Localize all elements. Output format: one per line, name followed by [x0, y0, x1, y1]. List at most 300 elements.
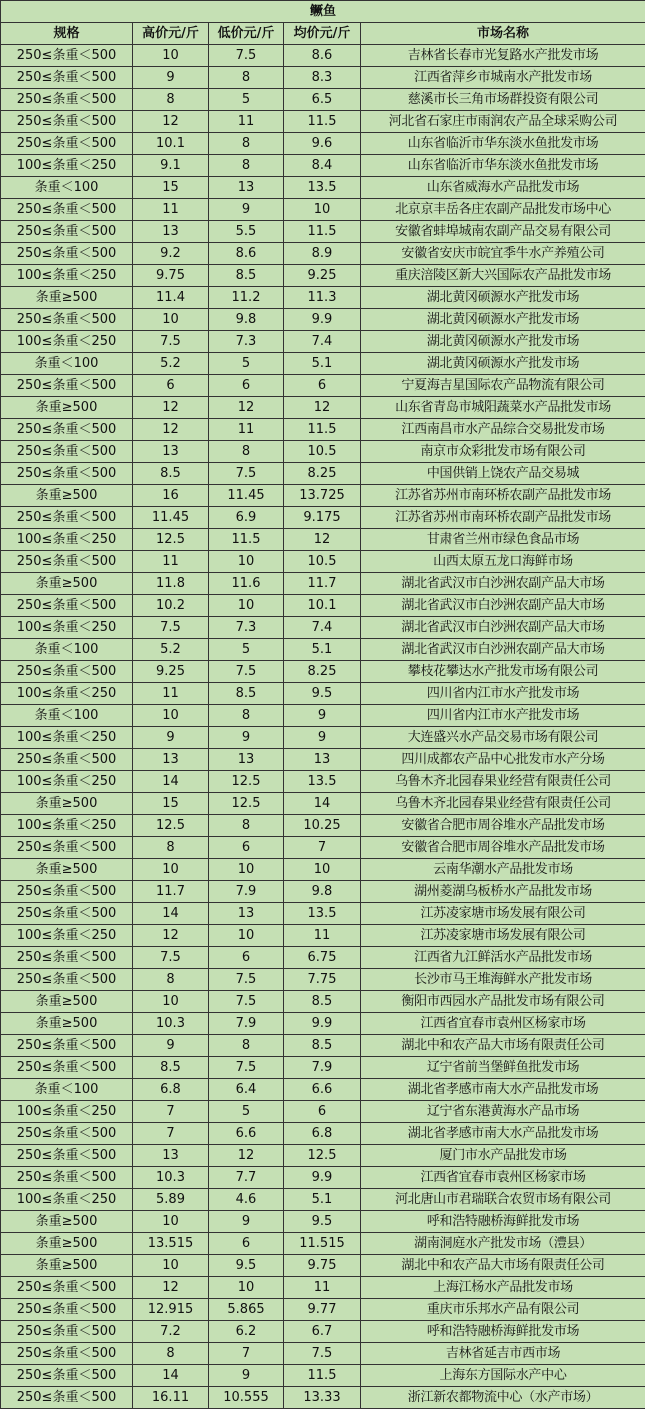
low-price-cell: 12 [209, 1145, 284, 1167]
spec-cell: 条重≥500 [1, 1013, 133, 1035]
high-price-cell: 7.5 [133, 331, 209, 353]
market-cell: 江西省宜春市袁州区杨家市场 [361, 1167, 645, 1189]
table-row [1, 859, 645, 881]
market-cell: 重庆市乐邦水产品有限公司 [361, 1299, 645, 1321]
avg-price-cell: 10.1 [284, 595, 361, 617]
low-price-cell: 9.8 [209, 309, 284, 331]
market-cell: 河北唐山市君瑞联合农贸市场有限公司 [361, 1189, 645, 1211]
high-price-cell: 6 [133, 375, 209, 397]
avg-price-cell: 10.5 [284, 441, 361, 463]
table-row [1, 375, 645, 397]
table-row [1, 243, 645, 265]
high-price-cell: 11 [133, 551, 209, 573]
low-price-cell: 6 [209, 375, 284, 397]
market-cell: 四川成都农产品中心批发市水产分场 [361, 749, 645, 771]
avg-price-cell: 6 [284, 375, 361, 397]
column-header-low-price: 低价元/斤 [209, 23, 284, 45]
high-price-cell: 9 [133, 67, 209, 89]
spec-cell: 条重＜100 [1, 639, 133, 661]
table-row [1, 573, 645, 595]
table-row [1, 155, 645, 177]
avg-price-cell: 10 [284, 859, 361, 881]
low-price-cell: 8.5 [209, 683, 284, 705]
market-cell: 长沙市马王堆海鲜水产批发市场 [361, 969, 645, 991]
spec-cell: 250≤条重＜500 [1, 221, 133, 243]
high-price-cell: 8 [133, 89, 209, 111]
avg-price-cell: 9.5 [284, 683, 361, 705]
table-row [1, 309, 645, 331]
table-row [1, 1145, 645, 1167]
spec-cell: 250≤条重＜500 [1, 89, 133, 111]
market-cell: 攀枝花攀达水产批发市场有限公司 [361, 661, 645, 683]
table-row [1, 705, 645, 727]
spec-cell: 250≤条重＜500 [1, 133, 133, 155]
spec-cell: 100≤条重＜250 [1, 1189, 133, 1211]
table-row [1, 749, 645, 771]
table-row [1, 1233, 645, 1255]
avg-price-cell: 9.25 [284, 265, 361, 287]
high-price-cell: 11.8 [133, 573, 209, 595]
table-row [1, 727, 645, 749]
avg-price-cell: 11.5 [284, 111, 361, 133]
table-row [1, 199, 645, 221]
column-header-high-price: 高价元/斤 [133, 23, 209, 45]
table-row [1, 507, 645, 529]
spec-cell: 250≤条重＜500 [1, 1123, 133, 1145]
avg-price-cell: 6.75 [284, 947, 361, 969]
avg-price-cell: 9.77 [284, 1299, 361, 1321]
high-price-cell: 12.5 [133, 815, 209, 837]
table-row [1, 331, 645, 353]
low-price-cell: 9 [209, 727, 284, 749]
avg-price-cell: 7.5 [284, 1343, 361, 1365]
market-cell: 四川省内江市水产批发市场 [361, 705, 645, 727]
low-price-cell: 6.4 [209, 1079, 284, 1101]
high-price-cell: 15 [133, 793, 209, 815]
market-cell: 安徽省合肥市周谷堆水产品批发市场 [361, 815, 645, 837]
market-cell: 吉林省长春市光复路水产批发市场 [361, 45, 645, 67]
market-cell: 辽宁省前当堡鲜鱼批发市场 [361, 1057, 645, 1079]
column-header-market: 市场名称 [361, 23, 645, 45]
spec-cell: 条重＜100 [1, 705, 133, 727]
market-cell: 甘肃省兰州市绿色食品市场 [361, 529, 645, 551]
high-price-cell: 8.5 [133, 1057, 209, 1079]
avg-price-cell: 8.5 [284, 1035, 361, 1057]
table-row [1, 793, 645, 815]
table-row [1, 485, 645, 507]
market-cell: 乌鲁木齐北园春果业经营有限责任公司 [361, 771, 645, 793]
low-price-cell: 10 [209, 925, 284, 947]
market-cell: 湖北中和农产品大市场有限责任公司 [361, 1255, 645, 1277]
low-price-cell: 5 [209, 1101, 284, 1123]
market-cell: 大连盛兴水产品交易市场有限公司 [361, 727, 645, 749]
spec-cell: 250≤条重＜500 [1, 661, 133, 683]
market-cell: 湖州菱湖乌板桥水产品批发市场 [361, 881, 645, 903]
high-price-cell: 10 [133, 1211, 209, 1233]
high-price-cell: 7 [133, 1123, 209, 1145]
market-cell: 江西省萍乡市城南水产批发市场 [361, 67, 645, 89]
high-price-cell: 10.3 [133, 1013, 209, 1035]
avg-price-cell: 13.5 [284, 177, 361, 199]
low-price-cell: 10 [209, 551, 284, 573]
title-row [1, 1, 645, 23]
table-row [1, 441, 645, 463]
low-price-cell: 6.9 [209, 507, 284, 529]
avg-price-cell: 11 [284, 1277, 361, 1299]
high-price-cell: 10 [133, 705, 209, 727]
spec-cell: 250≤条重＜500 [1, 1299, 133, 1321]
table-row [1, 1189, 645, 1211]
high-price-cell: 9.25 [133, 661, 209, 683]
table-row [1, 815, 645, 837]
low-price-cell: 7.5 [209, 991, 284, 1013]
table-row [1, 991, 645, 1013]
avg-price-cell: 5.1 [284, 639, 361, 661]
avg-price-cell: 8.25 [284, 661, 361, 683]
spec-cell: 250≤条重＜500 [1, 45, 133, 67]
high-price-cell: 8 [133, 1343, 209, 1365]
avg-price-cell: 6.8 [284, 1123, 361, 1145]
high-price-cell: 15 [133, 177, 209, 199]
high-price-cell: 13.515 [133, 1233, 209, 1255]
market-cell: 湖北中和农产品大市场有限责任公司 [361, 1035, 645, 1057]
market-cell: 江西省宜春市袁州区杨家市场 [361, 1013, 645, 1035]
table-row [1, 881, 645, 903]
low-price-cell: 8.5 [209, 265, 284, 287]
table-row [1, 1255, 645, 1277]
market-cell: 江苏凌家塘市场发展有限公司 [361, 925, 645, 947]
spec-cell: 250≤条重＜500 [1, 947, 133, 969]
low-price-cell: 7.3 [209, 617, 284, 639]
low-price-cell: 13 [209, 177, 284, 199]
low-price-cell: 11.6 [209, 573, 284, 595]
spec-cell: 条重≥500 [1, 859, 133, 881]
avg-price-cell: 6.6 [284, 1079, 361, 1101]
market-cell: 安徽省安庆市皖宜季牛水产养殖公司 [361, 243, 645, 265]
low-price-cell: 10.555 [209, 1387, 284, 1409]
spec-cell: 100≤条重＜250 [1, 331, 133, 353]
high-price-cell: 13 [133, 221, 209, 243]
market-cell: 重庆涪陵区新大兴国际农产品批发市场 [361, 265, 645, 287]
spec-cell: 条重≥500 [1, 1233, 133, 1255]
market-cell: 江西省九江鲜活水产品批发市场 [361, 947, 645, 969]
market-cell: 中国供销上饶农产品交易城 [361, 463, 645, 485]
table-row [1, 353, 645, 375]
low-price-cell: 11.5 [209, 529, 284, 551]
market-cell: 云南华潮水产品批发市场 [361, 859, 645, 881]
low-price-cell: 6.2 [209, 1321, 284, 1343]
spec-cell: 条重≥500 [1, 287, 133, 309]
high-price-cell: 12 [133, 111, 209, 133]
market-cell: 江西南昌市水产品综合交易批发市场 [361, 419, 645, 441]
table-row [1, 1211, 645, 1233]
table-row [1, 683, 645, 705]
avg-price-cell: 10.5 [284, 551, 361, 573]
low-price-cell: 6 [209, 947, 284, 969]
avg-price-cell: 9.5 [284, 1211, 361, 1233]
high-price-cell: 10 [133, 859, 209, 881]
high-price-cell: 8 [133, 837, 209, 859]
avg-price-cell: 14 [284, 793, 361, 815]
spec-cell: 250≤条重＜500 [1, 1277, 133, 1299]
avg-price-cell: 8.6 [284, 45, 361, 67]
low-price-cell: 7.5 [209, 463, 284, 485]
spec-cell: 100≤条重＜250 [1, 683, 133, 705]
spec-cell: 条重＜100 [1, 177, 133, 199]
high-price-cell: 10.2 [133, 595, 209, 617]
table-row [1, 265, 645, 287]
market-cell: 湖南洞庭水产批发市场（澧县） [361, 1233, 645, 1255]
spec-cell: 条重≥500 [1, 573, 133, 595]
table-row [1, 639, 645, 661]
market-cell: 吉林省延吉市西市场 [361, 1343, 645, 1365]
market-cell: 呼和浩特融桥海鲜批发市场 [361, 1321, 645, 1343]
market-cell: 湖北省孝感市南大水产品批发市场 [361, 1123, 645, 1145]
table-row [1, 925, 645, 947]
low-price-cell: 8 [209, 705, 284, 727]
low-price-cell: 7.7 [209, 1167, 284, 1189]
avg-price-cell: 9.8 [284, 881, 361, 903]
high-price-cell: 5.2 [133, 353, 209, 375]
spec-cell: 100≤条重＜250 [1, 155, 133, 177]
avg-price-cell: 13.5 [284, 903, 361, 925]
table-row [1, 287, 645, 309]
table-row [1, 617, 645, 639]
high-price-cell: 14 [133, 771, 209, 793]
high-price-cell: 13 [133, 1145, 209, 1167]
low-price-cell: 11.2 [209, 287, 284, 309]
high-price-cell: 9.2 [133, 243, 209, 265]
high-price-cell: 11.7 [133, 881, 209, 903]
low-price-cell: 8 [209, 67, 284, 89]
avg-price-cell: 8.25 [284, 463, 361, 485]
avg-price-cell: 9.9 [284, 309, 361, 331]
low-price-cell: 7.5 [209, 45, 284, 67]
high-price-cell: 16 [133, 485, 209, 507]
table-body [1, 45, 645, 1409]
market-cell: 湖北黄冈硕源水产批发市场 [361, 331, 645, 353]
market-cell: 江苏凌家塘市场发展有限公司 [361, 903, 645, 925]
spec-cell: 条重≥500 [1, 793, 133, 815]
avg-price-cell: 8.5 [284, 991, 361, 1013]
spec-cell: 250≤条重＜500 [1, 67, 133, 89]
spec-cell: 100≤条重＜250 [1, 1101, 133, 1123]
market-cell: 乌鲁木齐北园春果业经营有限责任公司 [361, 793, 645, 815]
avg-price-cell: 9.75 [284, 1255, 361, 1277]
avg-price-cell: 8.4 [284, 155, 361, 177]
low-price-cell: 8.6 [209, 243, 284, 265]
spec-cell: 250≤条重＜500 [1, 969, 133, 991]
table-row [1, 221, 645, 243]
column-header-spec: 规格 [1, 23, 133, 45]
spec-cell: 250≤条重＜500 [1, 1343, 133, 1365]
low-price-cell: 5.865 [209, 1299, 284, 1321]
spec-cell: 250≤条重＜500 [1, 1387, 133, 1409]
low-price-cell: 7.9 [209, 1013, 284, 1035]
low-price-cell: 9 [209, 1211, 284, 1233]
table-row [1, 837, 645, 859]
spec-cell: 条重＜100 [1, 1079, 133, 1101]
spec-cell: 250≤条重＜500 [1, 1145, 133, 1167]
market-cell: 湖北黄冈硕源水产批发市场 [361, 287, 645, 309]
avg-price-cell: 13.33 [284, 1387, 361, 1409]
high-price-cell: 14 [133, 1365, 209, 1387]
spec-cell: 100≤条重＜250 [1, 265, 133, 287]
high-price-cell: 11.45 [133, 507, 209, 529]
high-price-cell: 7 [133, 1101, 209, 1123]
spec-cell: 250≤条重＜500 [1, 463, 133, 485]
market-cell: 浙江新农都物流中心（水产市场） [361, 1387, 645, 1409]
spec-cell: 100≤条重＜250 [1, 529, 133, 551]
table-row [1, 1057, 645, 1079]
low-price-cell: 12.5 [209, 793, 284, 815]
high-price-cell: 7.2 [133, 1321, 209, 1343]
high-price-cell: 11 [133, 683, 209, 705]
high-price-cell: 5.2 [133, 639, 209, 661]
avg-price-cell: 6.7 [284, 1321, 361, 1343]
table-row [1, 463, 645, 485]
low-price-cell: 8 [209, 133, 284, 155]
high-price-cell: 6.8 [133, 1079, 209, 1101]
spec-cell: 250≤条重＜500 [1, 1321, 133, 1343]
avg-price-cell: 9.9 [284, 1013, 361, 1035]
table-row [1, 1299, 645, 1321]
market-cell: 湖北省武汉市白沙洲农副产品大市场 [361, 617, 645, 639]
table-row [1, 969, 645, 991]
avg-price-cell: 9 [284, 727, 361, 749]
table-row [1, 1167, 645, 1189]
table-row [1, 1013, 645, 1035]
table-row [1, 67, 645, 89]
table-row [1, 1321, 645, 1343]
avg-price-cell: 8.3 [284, 67, 361, 89]
avg-price-cell: 10 [284, 199, 361, 221]
spec-cell: 条重≥500 [1, 397, 133, 419]
table-row [1, 1365, 645, 1387]
low-price-cell: 5 [209, 89, 284, 111]
high-price-cell: 13 [133, 441, 209, 463]
table-row [1, 1123, 645, 1145]
low-price-cell: 11.45 [209, 485, 284, 507]
spec-cell: 250≤条重＜500 [1, 507, 133, 529]
table-row [1, 45, 645, 67]
spec-cell: 100≤条重＜250 [1, 925, 133, 947]
avg-price-cell: 11.515 [284, 1233, 361, 1255]
table-row [1, 771, 645, 793]
avg-price-cell: 9.6 [284, 133, 361, 155]
high-price-cell: 13 [133, 749, 209, 771]
low-price-cell: 6 [209, 837, 284, 859]
low-price-cell: 12 [209, 397, 284, 419]
spec-cell: 100≤条重＜250 [1, 815, 133, 837]
low-price-cell: 10 [209, 595, 284, 617]
table-row [1, 1343, 645, 1365]
low-price-cell: 9.5 [209, 1255, 284, 1277]
avg-price-cell: 5.1 [284, 1189, 361, 1211]
high-price-cell: 10 [133, 991, 209, 1013]
table-row [1, 1035, 645, 1057]
low-price-cell: 7 [209, 1343, 284, 1365]
market-cell: 江苏省苏州市南环桥农副产品批发市场 [361, 485, 645, 507]
spec-cell: 250≤条重＜500 [1, 749, 133, 771]
high-price-cell: 9 [133, 727, 209, 749]
market-cell: 安徽省蚌埠城南农副产品交易有限公司 [361, 221, 645, 243]
market-cell: 湖北省武汉市白沙洲农副产品大市场 [361, 573, 645, 595]
avg-price-cell: 11.7 [284, 573, 361, 595]
spec-cell: 条重＜100 [1, 353, 133, 375]
low-price-cell: 5 [209, 353, 284, 375]
market-cell: 湖北省武汉市白沙洲农副产品大市场 [361, 639, 645, 661]
spec-cell: 条重≥500 [1, 1255, 133, 1277]
table-row [1, 1079, 645, 1101]
avg-price-cell: 13.5 [284, 771, 361, 793]
market-cell: 上海江杨水产品批发市场 [361, 1277, 645, 1299]
table-row [1, 1387, 645, 1409]
market-cell: 南京市众彩批发市场有限公司 [361, 441, 645, 463]
avg-price-cell: 7.4 [284, 617, 361, 639]
market-cell: 山西太原五龙口海鲜市场 [361, 551, 645, 573]
avg-price-cell: 9.9 [284, 1167, 361, 1189]
market-cell: 山东省临沂市华东淡水鱼批发市场 [361, 133, 645, 155]
spec-cell: 250≤条重＜500 [1, 1035, 133, 1057]
avg-price-cell: 12.5 [284, 1145, 361, 1167]
avg-price-cell: 11.5 [284, 419, 361, 441]
market-cell: 山东省青岛市城阳蔬菜水产品批发市场 [361, 397, 645, 419]
spec-cell: 250≤条重＜500 [1, 837, 133, 859]
avg-price-cell: 6.5 [284, 89, 361, 111]
column-header-avg-price: 均价元/斤 [284, 23, 361, 45]
low-price-cell: 11 [209, 419, 284, 441]
avg-price-cell: 11 [284, 925, 361, 947]
high-price-cell: 11.4 [133, 287, 209, 309]
avg-price-cell: 10.25 [284, 815, 361, 837]
market-cell: 安徽省合肥市周谷堆水产品批发市场 [361, 837, 645, 859]
table-row [1, 947, 645, 969]
table-row [1, 111, 645, 133]
high-price-cell: 10.1 [133, 133, 209, 155]
avg-price-cell: 7.4 [284, 331, 361, 353]
spec-cell: 100≤条重＜250 [1, 771, 133, 793]
high-price-cell: 8 [133, 969, 209, 991]
avg-price-cell: 11.3 [284, 287, 361, 309]
spec-cell: 100≤条重＜250 [1, 727, 133, 749]
high-price-cell: 12 [133, 397, 209, 419]
high-price-cell: 7.5 [133, 617, 209, 639]
avg-price-cell: 12 [284, 397, 361, 419]
high-price-cell: 9.1 [133, 155, 209, 177]
low-price-cell: 9 [209, 199, 284, 221]
low-price-cell: 8 [209, 1035, 284, 1057]
spec-cell: 250≤条重＜500 [1, 595, 133, 617]
spec-cell: 250≤条重＜500 [1, 881, 133, 903]
high-price-cell: 12 [133, 1277, 209, 1299]
table-row [1, 551, 645, 573]
high-price-cell: 7.5 [133, 947, 209, 969]
high-price-cell: 10.3 [133, 1167, 209, 1189]
market-cell: 湖北黄冈硕源水产批发市场 [361, 309, 645, 331]
spec-cell: 250≤条重＜500 [1, 243, 133, 265]
high-price-cell: 10 [133, 45, 209, 67]
market-cell: 上海东方国际水产中心 [361, 1365, 645, 1387]
high-price-cell: 8.5 [133, 463, 209, 485]
market-cell: 呼和浩特融桥海鲜批发市场 [361, 1211, 645, 1233]
low-price-cell: 7.3 [209, 331, 284, 353]
high-price-cell: 12 [133, 925, 209, 947]
table-row [1, 595, 645, 617]
spec-cell: 条重≥500 [1, 991, 133, 1013]
spec-cell: 250≤条重＜500 [1, 375, 133, 397]
high-price-cell: 10 [133, 1255, 209, 1277]
